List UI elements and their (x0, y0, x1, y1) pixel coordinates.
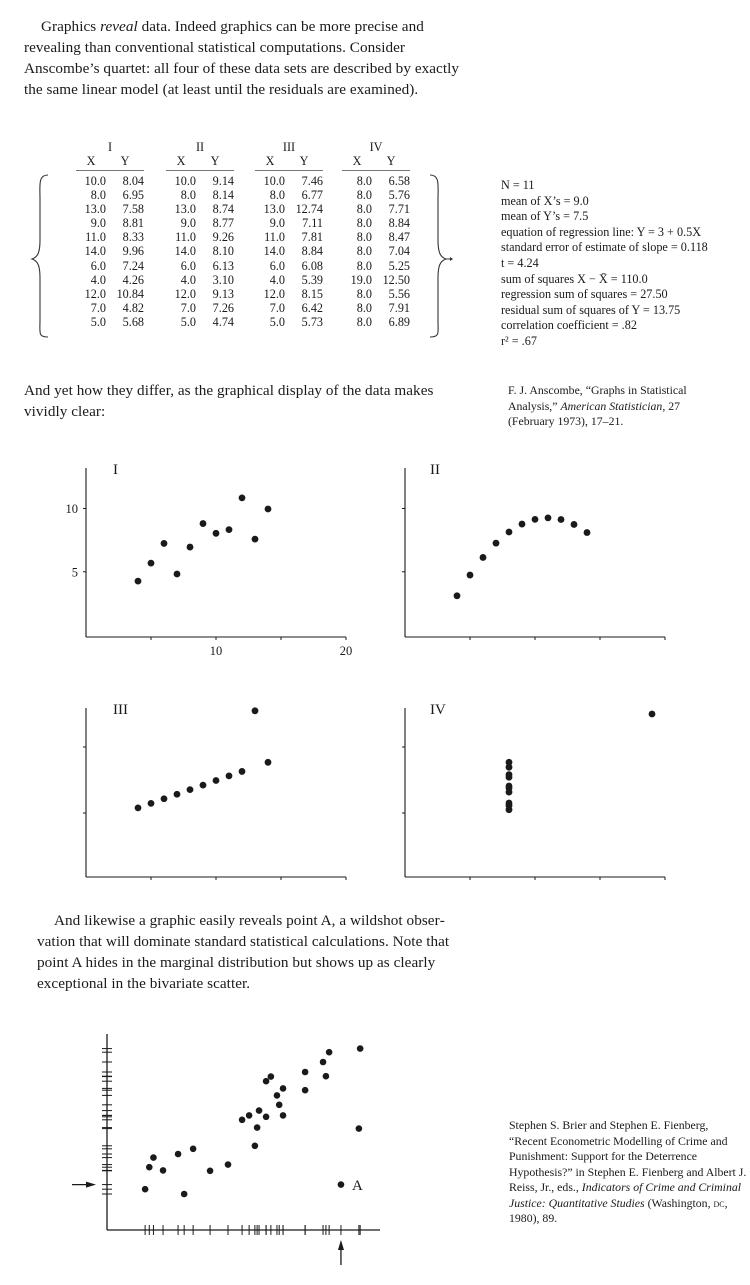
y-value: 8.84 (301, 244, 323, 259)
y-value: 12.50 (382, 272, 410, 287)
y-value: 8.74 (212, 202, 234, 217)
y-value: 8.33 (122, 230, 144, 245)
y-value: 5.39 (301, 272, 323, 287)
y-value: 8.77 (212, 216, 234, 231)
set-label: II (195, 140, 205, 154)
y-value: 9.14 (212, 174, 234, 188)
data-point (454, 592, 461, 599)
data-point (148, 560, 155, 567)
data-point (246, 1112, 253, 1119)
data-point (226, 526, 233, 533)
data-point (263, 1114, 270, 1121)
brier-citation (509, 1118, 749, 1227)
x-value: 8.0 (356, 300, 372, 315)
data-point (506, 771, 513, 778)
data-point (135, 804, 142, 811)
y-value: 5.25 (388, 258, 410, 273)
y-value: 6.89 (388, 314, 410, 329)
x-value: 5.0 (180, 314, 196, 329)
panel-label: I (113, 462, 118, 478)
y-value: 6.42 (301, 300, 323, 315)
data-point (213, 777, 220, 784)
data-point (175, 1151, 182, 1158)
y-value: 9.26 (212, 230, 234, 245)
y-value: 8.15 (301, 286, 323, 301)
data-point (190, 1146, 197, 1153)
citation-text: , 27 (February 1973), 17–21. (508, 398, 681, 428)
citation-text: F. J. Anscombe, “Graphs in Statistical Analysis,” (508, 383, 687, 413)
data-point (302, 1087, 309, 1094)
journal-title: American Statistician (560, 398, 663, 413)
y-value: 10.84 (116, 286, 144, 301)
point-a-label: A (351, 1178, 363, 1195)
x-value: 6.0 (90, 258, 106, 273)
x-value: 10.0 (174, 174, 196, 188)
x-value: 9.0 (180, 216, 196, 231)
citation-text: Stephen S. Brier and Stephen E. Fienberg, “Recent Econometric Modelling of Crime and Punishment: Support for the Deterrence Hypothesis?” in Stephen E. Fienberg and Albert J. Reiss, Jr., eds., (509, 1118, 747, 1194)
statistic-line: correlation coefficient = .82 (501, 318, 637, 333)
x-value: 7.0 (180, 300, 196, 315)
x-value: 8.0 (356, 188, 372, 203)
data-point (506, 785, 513, 792)
statistic-line: equation of regression line: Y = 3 + 0.5X (501, 224, 702, 239)
panel-label: IV (430, 702, 446, 718)
x-value: 13.0 (263, 202, 285, 217)
data-point (480, 554, 487, 561)
y-value: 5.73 (301, 314, 323, 329)
data-point (187, 544, 194, 551)
x-tick-label: 10 (209, 644, 223, 658)
citation-text: , 1980), 89. (509, 1195, 728, 1225)
x-value: 8.0 (356, 244, 372, 259)
x-value: 12.0 (263, 286, 285, 301)
data-point (239, 768, 246, 775)
y-tick-label: 10 (65, 502, 78, 516)
y-value: 4.82 (122, 300, 144, 315)
x-value: 7.0 (90, 300, 106, 315)
y-value: 9.13 (212, 286, 234, 301)
data-point (174, 571, 181, 578)
data-point (225, 1161, 232, 1168)
y-value: 7.11 (302, 216, 323, 231)
x-value: 8.0 (90, 188, 106, 203)
data-point (160, 1167, 167, 1174)
x-value: 14.0 (174, 244, 196, 259)
data-point (252, 536, 259, 543)
data-point (320, 1059, 327, 1066)
data-point (506, 764, 513, 771)
x-tick-label: 20 (339, 644, 353, 658)
y-value: 7.04 (388, 244, 410, 259)
data-point (252, 1143, 259, 1150)
book-title: Indicators of Crime and Criminal Justice: Quantitative Studies (509, 1180, 742, 1210)
data-point (506, 529, 513, 536)
differ-paragraph: And yet how they differ, as the graphical display of the data makes vividly clear: (24, 382, 434, 420)
data-point (356, 1125, 363, 1132)
x-value: 8.0 (356, 258, 372, 273)
x-value: 13.0 (84, 202, 106, 217)
data-point (467, 572, 474, 579)
x-value: 19.0 (350, 272, 372, 287)
statistic-line: sum of squares X − X̄ = 110.0 (501, 271, 648, 286)
wildshot-text: And likewise a graphic easily reveals point A, a wildshot observation that will dominate standard statistical calculations. Note that point A hides in the marginal distribution but shows up as clearly exceptional in the bivariate scatter. (37, 912, 450, 992)
y-value: 6.08 (301, 258, 323, 273)
statistic-line: regression sum of squares = 27.50 (501, 287, 668, 302)
data-point (239, 1117, 246, 1124)
data-point (256, 1107, 263, 1114)
data-point (161, 540, 168, 547)
y-value: 8.47 (388, 230, 410, 245)
data-point (532, 516, 539, 523)
x-value: 8.0 (356, 286, 372, 301)
y-value: 7.91 (388, 300, 410, 315)
y-value: 6.95 (122, 188, 144, 203)
scatter-plot-IV (402, 702, 665, 880)
y-value: 6.58 (388, 174, 410, 188)
x-header: X (86, 154, 96, 168)
data-point (276, 1102, 283, 1109)
x-value: 6.0 (180, 258, 196, 273)
x-header: X (352, 154, 362, 168)
x-value: 7.0 (269, 300, 285, 315)
wildshot-paragraph (37, 910, 477, 994)
data-point (213, 530, 220, 537)
y-value: 5.76 (388, 188, 410, 203)
intro-text-a: Graphics (41, 18, 101, 35)
data-point (274, 1092, 281, 1099)
data-point (584, 529, 591, 536)
data-point (181, 1191, 188, 1198)
x-value: 8.0 (356, 230, 372, 245)
x-value: 14.0 (263, 244, 285, 259)
y-header: Y (210, 154, 220, 168)
data-point (142, 1186, 149, 1193)
data-point (268, 1073, 275, 1080)
statistic-line: r² = .67 (501, 333, 537, 348)
data-point (571, 521, 578, 528)
set-label: III (282, 140, 296, 154)
data-point (239, 494, 246, 501)
data-point (200, 520, 207, 527)
data-point (323, 1073, 330, 1080)
x-value: 8.0 (269, 188, 285, 203)
bivariate-scatter (72, 1034, 380, 1265)
intro-italic: reveal (100, 18, 138, 35)
x-value: 9.0 (90, 216, 106, 231)
y-value: 8.10 (212, 244, 234, 259)
y-header: Y (120, 154, 130, 168)
data-point (357, 1045, 364, 1052)
data-point (200, 782, 207, 789)
citation-text: dc (713, 1195, 725, 1210)
y-value: 7.81 (301, 230, 323, 245)
y-value: 8.14 (212, 188, 234, 203)
data-point (226, 773, 233, 780)
y-value: 4.26 (122, 272, 144, 287)
x-value: 8.0 (356, 174, 372, 188)
x-value: 8.0 (356, 216, 372, 231)
x-value: 12.0 (174, 286, 196, 301)
y-value: 8.04 (122, 174, 144, 188)
panel-label: II (430, 462, 440, 478)
scatter-plot-II (402, 462, 665, 640)
statistic-line: standard error of estimate of slope = 0.118 (501, 240, 708, 255)
y-value: 5.68 (122, 314, 144, 329)
x-value: 8.0 (180, 188, 196, 203)
x-value: 11.0 (264, 230, 285, 245)
x-header: X (176, 154, 186, 168)
data-point (263, 1078, 270, 1085)
statistic-line: mean of X’s = 9.0 (501, 193, 589, 208)
y-value: 8.81 (122, 216, 144, 231)
data-point (506, 802, 513, 809)
arrowhead-icon (86, 1182, 96, 1188)
y-value: 6.13 (212, 258, 234, 273)
y-header: Y (386, 154, 396, 168)
x-value: 5.0 (90, 314, 106, 329)
y-value: 7.71 (388, 202, 410, 217)
data-point (150, 1154, 157, 1161)
data-point (326, 1049, 333, 1056)
x-value: 5.0 (269, 314, 285, 329)
y-header: Y (299, 154, 309, 168)
x-header: X (265, 154, 275, 168)
statistic-line: residual sum of squares of Y = 13.75 (501, 302, 681, 317)
data-point (254, 1124, 261, 1131)
y-value: 7.24 (122, 258, 144, 273)
data-point (302, 1069, 309, 1076)
y-value: 7.26 (212, 300, 234, 315)
y-value: 5.56 (388, 286, 410, 301)
data-point (280, 1112, 287, 1119)
y-value: 6.77 (301, 188, 323, 203)
statistic-line: t = 4.24 (501, 255, 539, 270)
y-tick-label: 5 (71, 565, 78, 580)
x-value: 9.0 (269, 216, 285, 231)
x-value: 11.0 (175, 230, 196, 245)
data-point (161, 795, 168, 802)
data-point (493, 540, 500, 547)
statistic-line: mean of Y’s = 7.5 (501, 209, 589, 224)
x-value: 11.0 (85, 230, 106, 245)
x-value: 10.0 (84, 174, 106, 188)
set-label: IV (369, 140, 383, 154)
data-point (265, 506, 272, 513)
x-value: 13.0 (174, 202, 196, 217)
data-point (280, 1085, 287, 1092)
x-value: 4.0 (269, 272, 285, 287)
panel-label: III (113, 702, 128, 718)
data-point (146, 1164, 153, 1171)
point-a (338, 1181, 345, 1188)
y-value: 8.84 (388, 216, 410, 231)
data-point (265, 759, 272, 766)
data-point (187, 786, 194, 793)
x-value: 12.0 (84, 286, 106, 301)
intro-text-b: data. Indeed graphics can be more precise and revealing than conventional statistical computations. Consider Anscombe’s quartet: all four of these data sets are described by exactly the same linear model (at least until the residuals are examined). (24, 18, 460, 98)
data-point (174, 791, 181, 798)
scatter-plot-III (83, 702, 346, 880)
data-point (545, 514, 552, 521)
arrowhead-icon (338, 1240, 344, 1250)
x-value: 14.0 (84, 244, 106, 259)
x-value: 8.0 (356, 314, 372, 329)
data-point (148, 800, 155, 807)
y-value: 7.46 (301, 174, 323, 188)
y-value: 4.74 (212, 314, 234, 329)
data-point (207, 1168, 214, 1175)
data-point (649, 711, 656, 718)
y-value: 7.58 (122, 202, 144, 217)
statistic-line: N = 11 (501, 178, 535, 192)
x-value: 8.0 (356, 202, 372, 217)
x-value: 4.0 (90, 272, 106, 287)
x-value: 6.0 (269, 258, 285, 273)
set-label: I (107, 140, 113, 154)
data-point (135, 578, 142, 585)
y-value: 9.96 (122, 244, 144, 259)
data-point (519, 521, 526, 528)
y-value: 3.10 (212, 272, 234, 287)
data-point (558, 516, 565, 523)
x-value: 4.0 (180, 272, 196, 287)
citation-text: (Washington, (644, 1195, 714, 1210)
y-value: 12.74 (295, 202, 323, 217)
x-value: 10.0 (263, 174, 285, 188)
data-point (252, 707, 259, 714)
scatter-plot-I (66, 462, 353, 658)
